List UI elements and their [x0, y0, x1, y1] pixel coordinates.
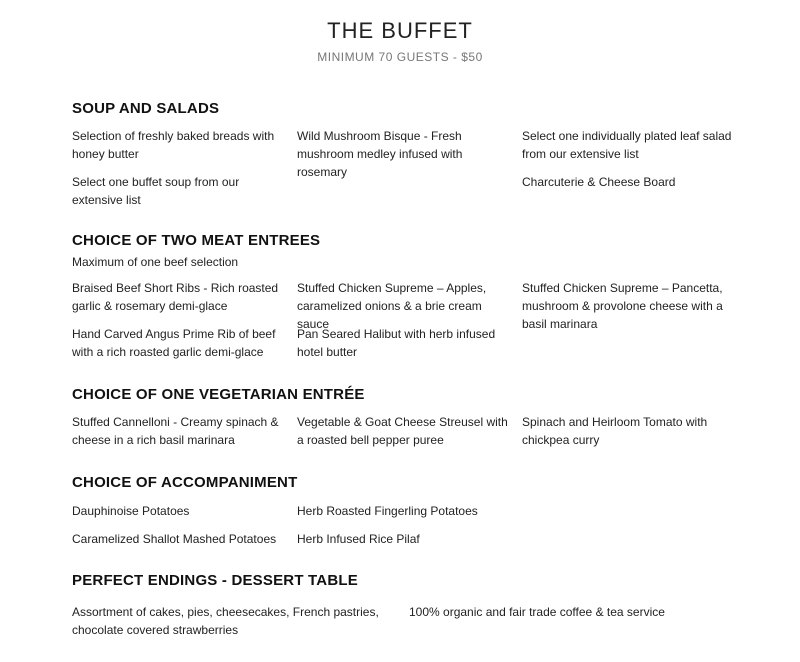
menu-item: 100% organic and fair trade coffee & tea service [409, 605, 665, 619]
section-title-accompaniment: CHOICE OF ACCOMPANIMENT [72, 474, 298, 491]
menu-item: Stuffed Chicken Supreme – Apples, caramelized onions & a brie cream sauce [297, 281, 487, 331]
menu-item: Spinach and Heirloom Tomato with chickpea curry [522, 415, 708, 447]
menu-item: Select one individually plated leaf salad from our extensive list [522, 129, 732, 161]
section-note: Maximum of one beef selection [72, 255, 239, 269]
menu-item: Selection of freshly baked breads with honey butter [72, 129, 275, 161]
menu-item: Charcuterie & Cheese Board [522, 175, 676, 189]
menu-item: Pan Seared Halibut with herb infused hotel butter [297, 327, 496, 359]
menu-title: THE BUFFET [327, 18, 473, 43]
menu-item: Caramelized Shallot Mashed Potatoes [72, 532, 277, 546]
section-title-soup-salads: SOUP AND SALADS [72, 100, 220, 117]
menu-item: Stuffed Cannelloni - Creamy spinach & cheese in a rich basil marinara [72, 415, 279, 447]
menu-item: Stuffed Chicken Supreme – Pancetta, mushroom & provolone cheese with a basil marinara [522, 281, 723, 331]
menu-item: Select one buffet soup from our extensive list [72, 175, 240, 207]
menu-item: Assortment of cakes, pies, cheesecakes, French pastries, chocolate covered strawberries [72, 605, 379, 637]
menu-item: Herb Infused Rice Pilaf [297, 532, 420, 546]
menu-item: Wild Mushroom Bisque - Fresh mushroom medley infused with rosemary [297, 129, 463, 179]
menu-item: Hand Carved Angus Prime Rib of beef with a rich roasted garlic demi-glace [72, 327, 276, 359]
menu-subtitle: MINIMUM 70 GUESTS - $50 [317, 50, 483, 64]
menu-item: Dauphinoise Potatoes [72, 504, 190, 518]
menu-item: Herb Roasted Fingerling Potatoes [297, 504, 478, 518]
section-title-vegetarian: CHOICE OF ONE VEGETARIAN ENTRÉE [72, 386, 365, 403]
menu-item: Vegetable & Goat Cheese Streusel with a roasted bell pepper puree [297, 415, 508, 447]
menu-item: Braised Beef Short Ribs - Rich roasted garlic & rosemary demi-glace [72, 281, 279, 313]
section-title-dessert: PERFECT ENDINGS - DESSERT TABLE [72, 572, 358, 589]
section-title-meat-entrees: CHOICE OF TWO MEAT ENTREES [72, 232, 321, 249]
